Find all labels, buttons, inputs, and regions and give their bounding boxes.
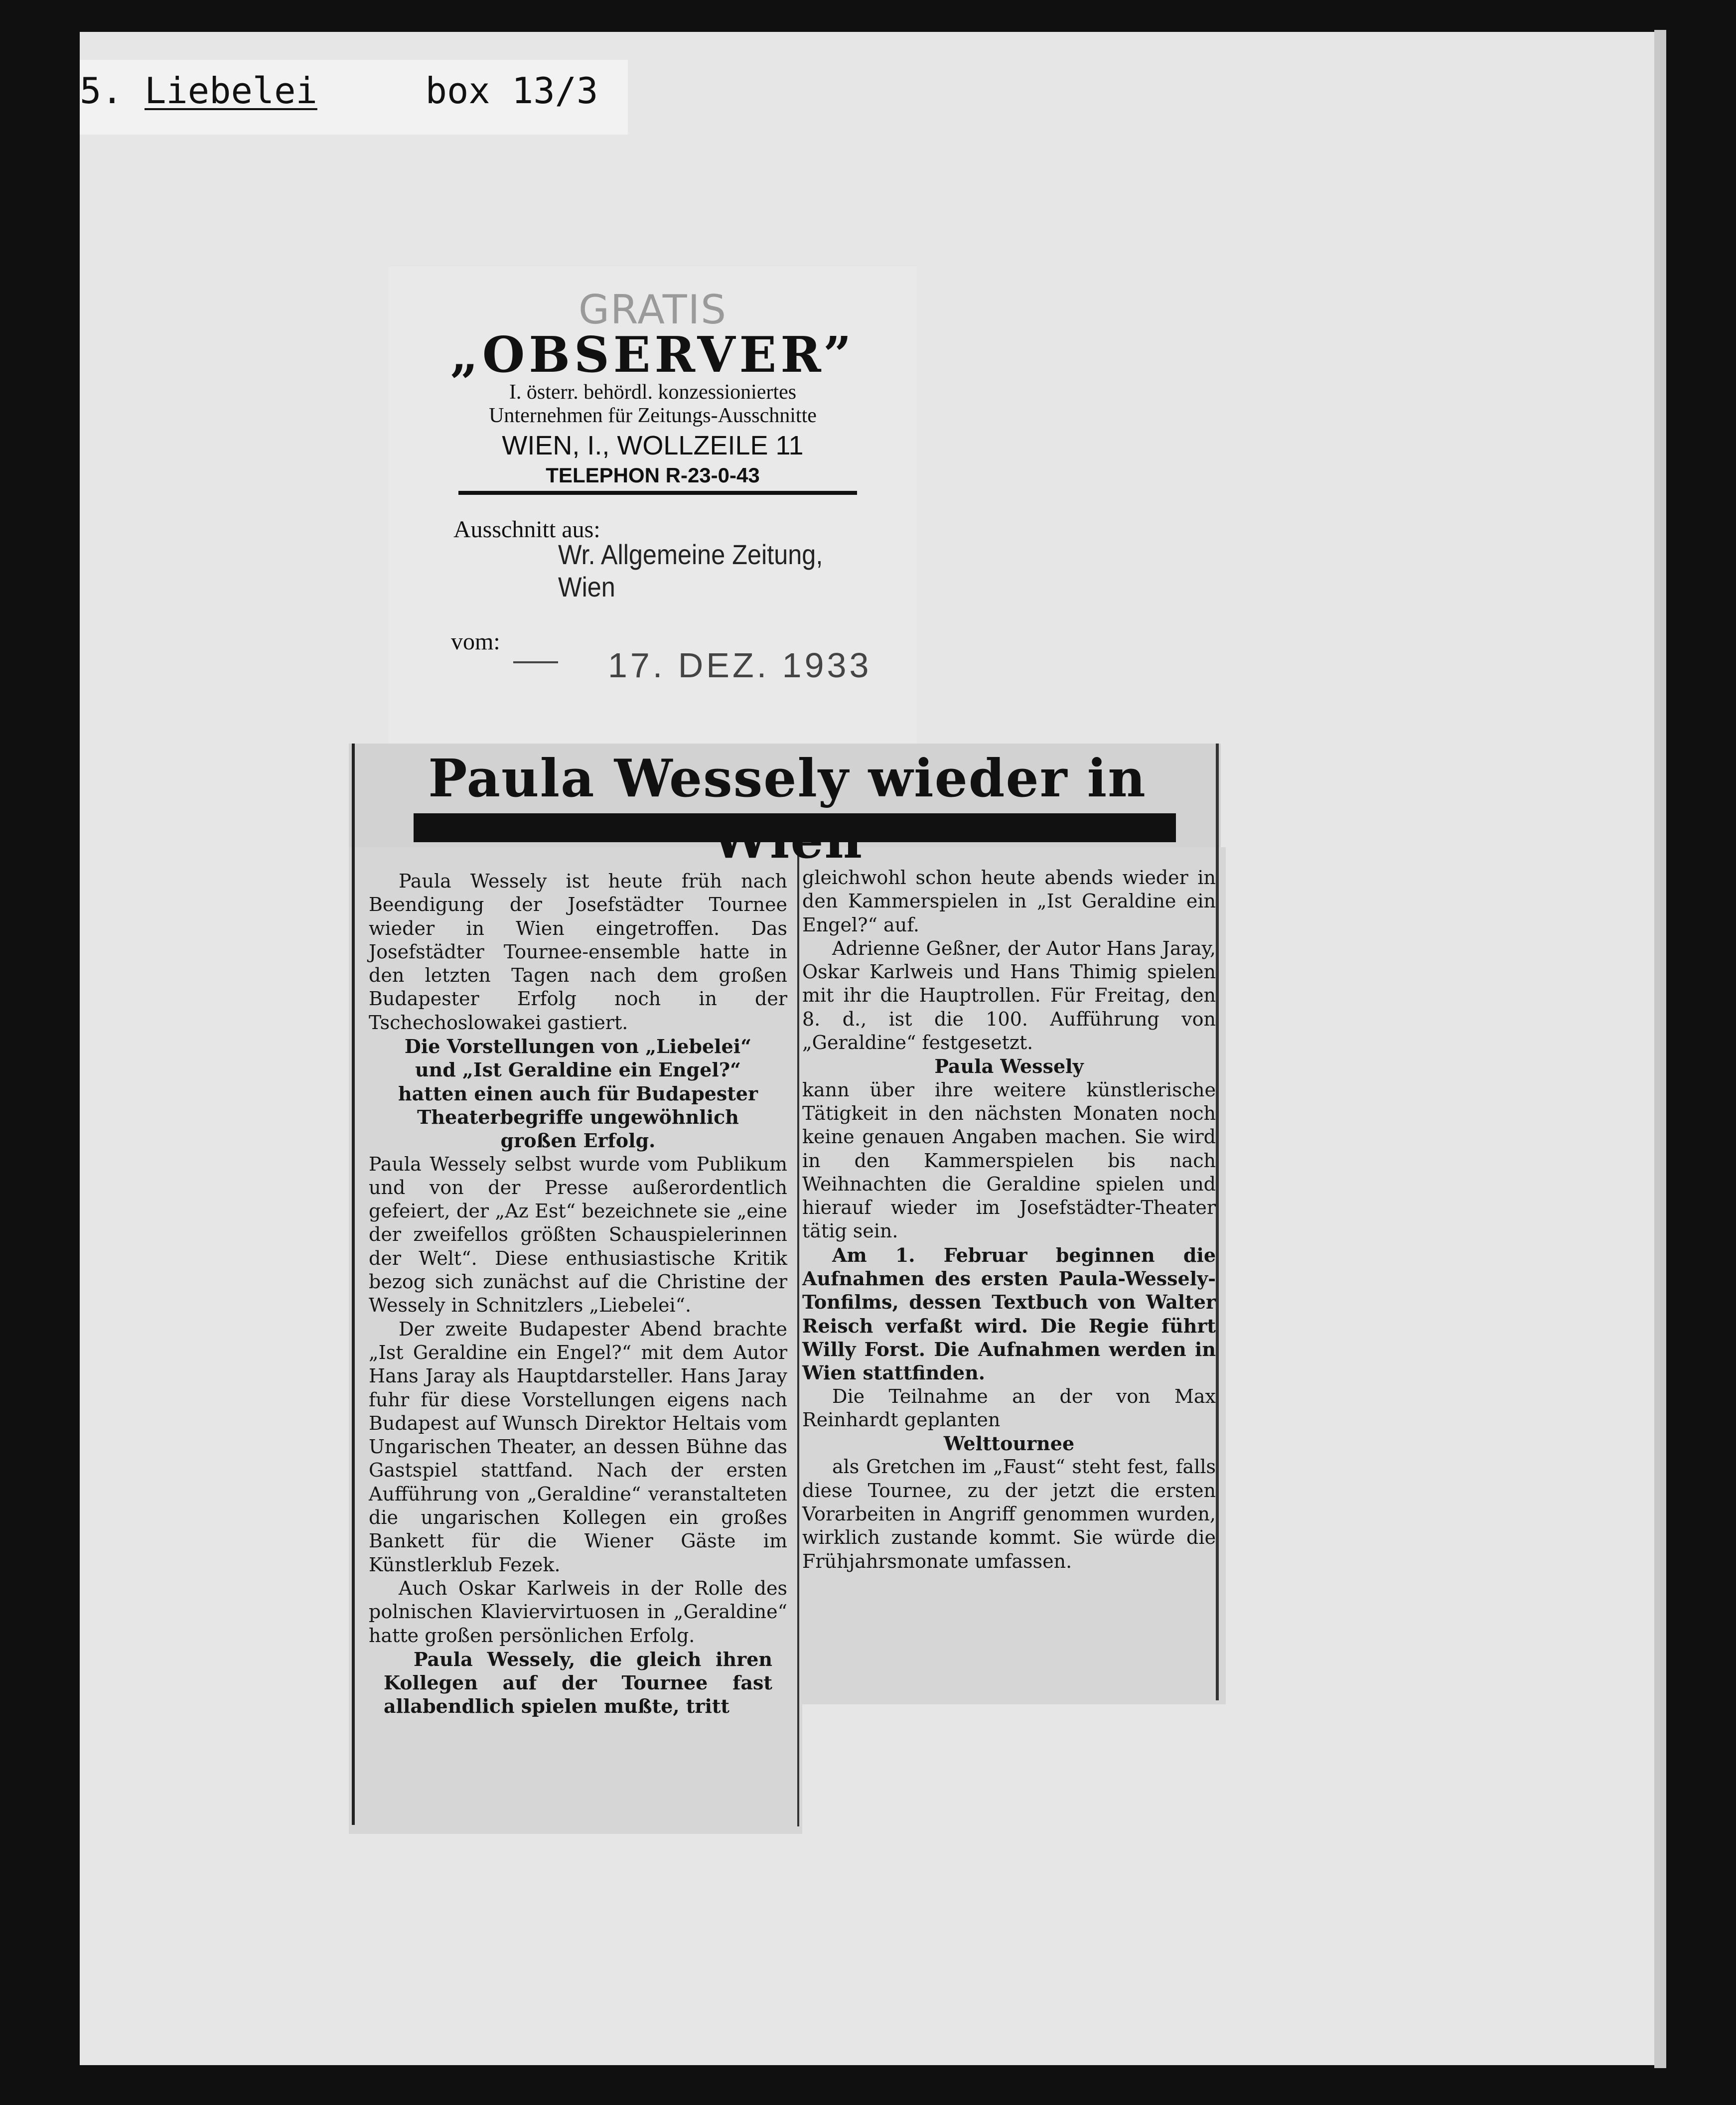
stamp-line-1: I. österr. behördl. konzessioniertes: [509, 381, 797, 404]
stamp-line-2: Unternehmen für Zeitungs-Ausschnitte: [489, 404, 817, 427]
paragraph: Auch Oskar Karlweis in der Rolle des polnischen Klaviervirtuosen in „Geraldine“ hatte großen persönlichen Erfolg.: [369, 1577, 787, 1647]
paragraph: kann über ihre weitere künstlerische Tätigkeit in den nächsten Monaten noch keine genauen Angaben machen. Sie wird in den Kammerspielen bis nach Weihnachten die Geraldine spielen und hierauf wieder im Josefstädter-Theater tätig sein.: [802, 1078, 1216, 1242]
paragraph: gleichwohl schon heute abends wieder in den Kammerspielen in „Ist Geraldine ein Engel?“ auf.: [802, 867, 1216, 936]
article-left-column: [369, 870, 787, 1718]
source-value: Wr. Allgemeine Zeitung, Wien: [558, 539, 823, 602]
subheading: Welttournee: [943, 1432, 1075, 1455]
stamp-rule: [458, 491, 857, 495]
paragraph: Adrienne Geßner, der Autor Hans Jaray, Oskar Karlweis und Hans Thimig spielen mit ihr die Hauptrollen. Für Freitag, den 8. d., ist die 100. Aufführung von „Geraldine“ festgesetzt.: [802, 937, 1216, 1054]
page-edge: [1654, 30, 1666, 2068]
folder-title: Liebelei: [145, 70, 317, 112]
paragraph: Der zweite Budapester Abend brachte „Ist Geraldine ein Engel?“ mit dem Autor Hans Jaray als Hauptdarsteller. Hans Jaray fuhr für diese Vorstellungen eigens nach Budapest auf Wunsch Direktor Heltais vom Ungarischen Theater, an dessen Bühne das Gastspiel stattfand. Nach der ersten Aufführung von „Geraldine“ veranstalteten die ungarischen Kollegen ein großes Bankett für die Wiener Gäste im Künstlerklub Fezek.: [369, 1318, 787, 1576]
date-dash: [513, 661, 558, 663]
date-label: vom:: [451, 628, 500, 655]
headline-bar: [414, 813, 1176, 842]
article-headline: Paula Wessely wieder in: [428, 748, 1147, 809]
column-separator: [797, 855, 799, 1826]
paragraph: als Gretchen im „Faust“ steht fest, falls diese Tournee, zu der jetzt die ersten Vorarbeiten in Angriff genommen wurden, wirklich zustande kommt. Sie würde die Frühjahrsmonate umfassen.: [802, 1456, 1216, 1572]
subheading: Paula Wessely: [934, 1055, 1084, 1078]
paragraph: Paula Wessely ist heute früh nach Beendigung der Josefstädter Tournee wieder in Wien eingetroffen. Das Josefstädter Tournee-ensemble hatte in den letzten Tagen nach dem großen Budapester Erfolg noch in der Tschechoslowakei gastiert.: [369, 870, 787, 1034]
bold-paragraph: Die Vorstellungen von „Liebelei“ und „Ist Geraldine ein Engel?“ hatten einen auch für Budapester Theaterbegriffe ungewöhnlich großen Erfolg.: [398, 1035, 758, 1152]
bold-paragraph: Am 1. Februar beginnen die Aufnahmen des ersten Paula-Wessely-Tonfilms, dessen Textbuch von Walter Reisch verfaßt wird. Die Regie führt Willy Forst. Die Aufnahmen werden in Wien stattfinden.: [802, 1243, 1216, 1384]
folder-box: box 13/3: [425, 70, 598, 112]
clipping-border-left: [352, 744, 355, 1825]
folder-number: 5.: [80, 70, 123, 112]
gratis-stamp: GRATIS: [578, 287, 727, 333]
paragraph: Die Teilnahme an der von Max Reinhardt geplanten: [802, 1385, 1216, 1431]
clipping-border-right: [1216, 744, 1219, 1700]
date-value: 17. DEZ. 1933: [608, 646, 872, 685]
paragraph: Paula Wessely selbst wurde vom Publikum und von der Presse außerordentlich gefeiert, der „Az Est“ bezeichnete sie „eine der zweifellos größten Schauspielerinnen der Welt“. Diese enthusiastische Kritik bezog sich zunächst auf die Christine der Wessely in Schnitzlers „Liebelei“.: [369, 1153, 787, 1317]
observer-name: „OBSERVER”: [450, 326, 856, 384]
folder-label: [80, 70, 598, 112]
bold-paragraph: Paula Wessely, die gleich ihren Kollegen auf der Tournee fast allabendlich spielen mußte, tritt: [384, 1648, 772, 1718]
stamp-address: WIEN, I., WOLLZEILE 11: [502, 431, 804, 460]
source-label: Ausschnitt aus:: [453, 516, 600, 543]
observer-stamp: [389, 267, 917, 745]
stamp-telephone: TELEPHON R-23-0-43: [546, 463, 760, 487]
article-right-column: [802, 866, 1216, 1573]
